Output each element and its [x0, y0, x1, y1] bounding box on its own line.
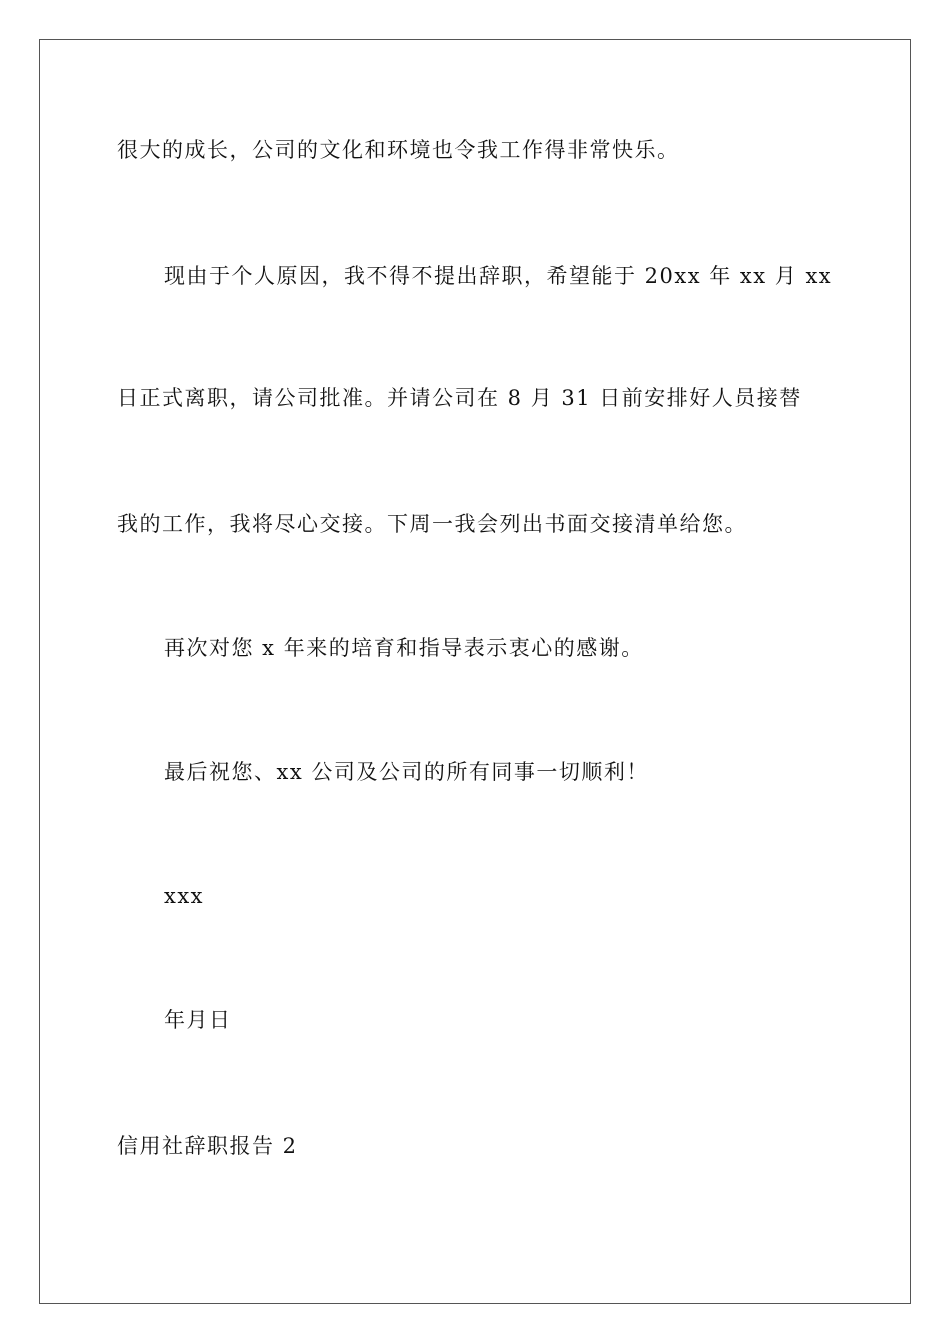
signature-name: xxx [164, 884, 205, 908]
page-border [39, 39, 911, 1304]
body-paragraph-resignation-date: 现由于个人原因，我不得不提出辞职，希望能于 20xx 年 xx 月 xx [164, 264, 833, 288]
body-paragraph-handover: 我的工作，我将尽心交接。下周一我会列出书面交接清单给您。 [117, 512, 747, 536]
section-heading: 信用社辞职报告 2 [117, 1134, 298, 1158]
body-paragraph-closing-wishes: 最后祝您、xx 公司及公司的所有同事一切顺利！ [164, 760, 649, 784]
body-paragraph-continuation: 很大的成长，公司的文化和环境也令我工作得非常快乐。 [117, 138, 680, 162]
body-paragraph-resignation-date-cont: 日正式离职，请公司批准。并请公司在 8 月 31 日前安排好人员接替 [117, 386, 802, 410]
signature-date: 年月日 [164, 1008, 232, 1032]
body-paragraph-thanks: 再次对您 x 年来的培育和指导表示衷心的感谢。 [164, 636, 644, 660]
